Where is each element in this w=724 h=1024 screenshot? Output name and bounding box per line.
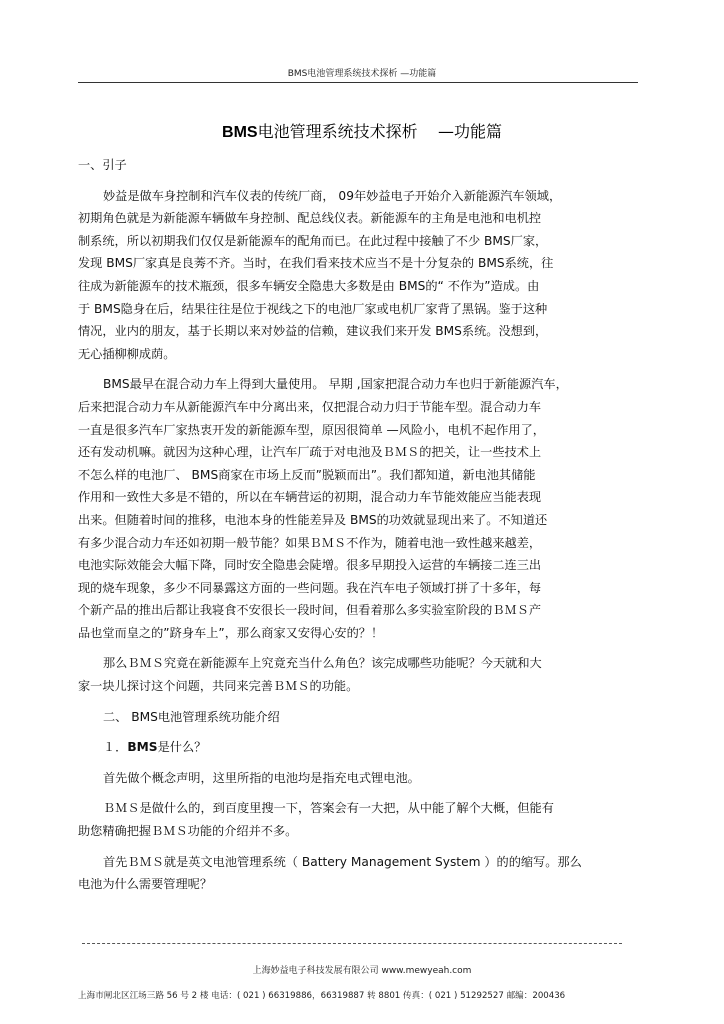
paragraph-line: 电池为什么需要管理呢？ — [78, 877, 213, 892]
paragraph-line: 品也堂而皇之的”跻身车上”，那么商家又安得心安的？！ — [78, 625, 384, 640]
subsection-bms: BMS — [127, 740, 158, 755]
paragraph-line: 后来把混合动力车从新能源汽车中分离出来，仅把混合动力归于节能车型。混合动力车 — [78, 399, 542, 414]
header-rule — [78, 82, 638, 83]
title-sub: —功能篇 — [437, 122, 502, 141]
section-heading-bms-functions: 二、 BMS电池管理系统功能介绍 — [103, 709, 280, 724]
paragraph-3 — [78, 652, 644, 697]
subsection-number: １． — [103, 740, 128, 755]
paragraph-line: 现的烧车现象，多少不同暴露这方面的一些问题。我在汽车电子领域打拼了十多年，每 — [78, 580, 542, 595]
paragraph-2 — [78, 373, 644, 644]
paragraph-line: 还有发动机嘛。就因为这种心理，让汽车厂疏于对电池及ＢＭＳ的把关，让一些技术上 — [78, 445, 542, 460]
paragraph-line: 那么ＢＭＳ究竟在新能源车上究竟充当什么角色？该完成哪些功能呢？今天就和大 — [103, 656, 542, 671]
paragraph-line: BMS最早在混合动力车上得到大量使用。 早期 ,国家把混合动力车也归于新能源汽车， — [103, 377, 568, 392]
paragraph-line: 制系统，所以初期我们仅仅是新能源车的配角而已。在此过程中接触了不少 BMS厂家， — [78, 233, 548, 248]
paragraph-1 — [78, 185, 644, 366]
paragraph-line: 初期角色就是为新能源车辆做车身控制、配总线仪表。新能源车的主角是电池和电机控 — [78, 211, 542, 226]
subsection-heading-what-is-bms — [78, 736, 644, 759]
title-bms: BMS — [222, 124, 258, 141]
paragraph-6 — [78, 851, 644, 896]
paragraph-line: 电池实际效能会大幅下降，同时安全隐患会陡增。很多早期投入运营的车辆接二连三出 — [78, 558, 542, 573]
running-header: BMS电池管理系统技术探析 —功能篇 — [287, 69, 437, 79]
paragraph-line: 于 BMS隐身在后，结果往往是位于视线之下的电池厂家或电机厂家背了黑锅。鉴于这种 — [78, 301, 548, 316]
paragraph-line: 作用和一致性大多是不错的，所以在车辆营运的初期，混合动力车节能效能应当能表现 — [78, 490, 542, 505]
document-title — [0, 119, 724, 142]
paragraph-5 — [78, 797, 644, 842]
paragraph-line: 情况，业内的朋友，基于长期以来对妙益的信赖，建议我们来开发 BMS系统。没想到， — [78, 324, 548, 339]
section-heading-intro: 一、引子 — [78, 158, 127, 172]
paragraph-line: 出来。但随着时间的推移，电池本身的性能差异及 BMS的功效就显现出来了。不知道还 — [78, 512, 548, 527]
footer-rule — [82, 943, 622, 944]
paragraph-line: 首先做个概念声明，这里所指的电池均是指充电式锂电池。 — [103, 770, 420, 785]
paragraph-line: 无心插柳柳成荫。 — [78, 346, 176, 361]
document-body — [78, 154, 644, 896]
paragraph-line: 妙益是做车身控制和汽车仪表的传统厂商， 09年妙益电子开始介入新能源汽车领域， — [103, 188, 562, 203]
paragraph-line: 不怎么样的电池厂、 BMS商家在市场上反而”脱颖而出”。我们都知道，新电池其储能 — [78, 467, 536, 482]
paragraph-line: 家一块儿探讨这个问题，共同来完善ＢＭＳ的功能。 — [78, 679, 359, 694]
footer-contact: 上海市闸北区江场三路 56 号 2 楼 电话：( 021 ) 66319886，66319887 转 8801 传真：( 021 ) 51292527 邮编：200436 — [78, 991, 566, 1001]
subsection-rest: 是什么？ — [157, 740, 207, 755]
paragraph-line: 有多少混合动力车还如初期一般节能？如果ＢＭＳ不作为，随着电池一致性越来越差， — [78, 535, 542, 550]
paragraph-line: 一直是很多汽车厂家热衷开发的新能源车型，原因很简单 —风险小，电机不起作用了， — [78, 422, 545, 437]
paragraph-line: 发现 BMS厂家真是良莠不齐。当时，在我们看来技术应当不是十分复杂的 BMS系统，往 — [78, 256, 554, 271]
title-spacer — [418, 122, 438, 141]
paragraph-line: 往成为新能源车的技术瓶颈，很多车辆安全隐患大多数是由 BMS的“ 不作为”造成。由 — [78, 278, 540, 293]
title-main: 电池管理系统技术探析 — [257, 122, 418, 141]
paragraph-line: 助您精确把握ＢＭＳ功能的介绍并不多。 — [78, 824, 298, 839]
footer-company: 上海妙益电子科技发展有限公司 www.mewyeah.com — [252, 966, 472, 976]
paragraph-line: 个新产品的推出后都让我寝食不安很长一段时间，但看着那么多实验室阶段的ＢＭＳ产 — [78, 603, 542, 618]
paragraph-line: 首先ＢＭＳ就是英文电池管理系统（ Battery Management System ）的的缩写。那么 — [103, 854, 582, 869]
paragraph-line: ＢＭＳ是做什么的，到百度里搜一下，答案会有一大把，从中能了解个大概，但能有 — [103, 801, 554, 816]
